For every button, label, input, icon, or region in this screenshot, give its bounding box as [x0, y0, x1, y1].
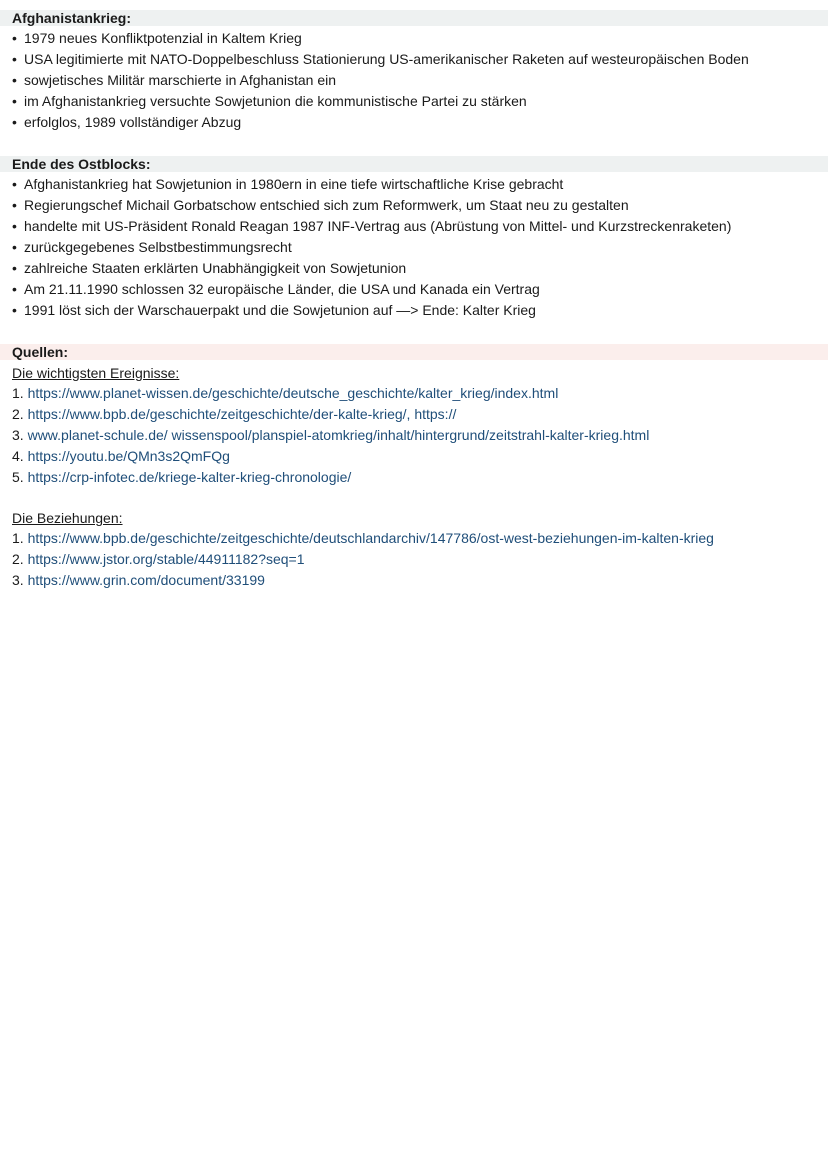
bullet-icon: • — [12, 260, 17, 276]
ostblock-list — [12, 174, 822, 321]
source-link[interactable]: https://www.grin.com/document/33199 — [27, 572, 265, 588]
afghanistankrieg-list — [12, 28, 822, 133]
relations-sources-list — [12, 528, 822, 591]
bullet-icon: • — [12, 176, 17, 192]
list-item: • Regierungschef Michail Gorbatschow entschied sich zum Reformwerk, um Staat neu zu gestalten — [12, 195, 822, 216]
events-sources-list — [12, 383, 822, 488]
list-item: • sowjetisches Militär marschierte in Afghanistan ein — [12, 70, 822, 91]
source-item: 3. https://www.grin.com/document/33199 — [12, 572, 265, 588]
list-item: • Am 21.11.1990 schlossen 32 europäische Länder, die USA und Kanada ein Vertrag — [12, 279, 822, 300]
list-item: • USA legitimierte mit NATO-Doppelbeschluss Stationierung US-amerikanischer Raketen auf westeuropäischen Boden — [12, 49, 822, 70]
bullet-icon: • — [12, 281, 17, 297]
relations-sources-label: Die Beziehungen: — [12, 510, 123, 526]
list-item: • 1979 neues Konfliktpotenzial in Kaltem Krieg — [12, 28, 822, 49]
list-item: • handelte mit US-Präsident Ronald Reagan 1987 INF-Vertrag aus (Abrüstung von Mittel- und Kurzstreckenraketen) — [12, 216, 822, 237]
bullet-icon: • — [12, 93, 17, 109]
source-link[interactable]: www.planet-schule.de/ wissenspool/planspiel-atomkrieg/inhalt/hintergrund/zeitstrahl-kalter-krieg.html — [27, 427, 650, 443]
source-link[interactable]: https://www.bpb.de/geschichte/zeitgeschichte/deutschlandarchiv/147786/ost-west-beziehungen-im-kalten-krieg — [27, 530, 714, 546]
list-item: • 1991 löst sich der Warschauerpakt und die Sowjetunion auf —> Ende: Kalter Krieg — [12, 300, 822, 321]
source-item: 1. https://www.bpb.de/geschichte/zeitgeschichte/deutschlandarchiv/147786/ost-west-beziehungen-im-kalten-krieg — [12, 530, 714, 546]
bullet-icon: • — [12, 114, 17, 130]
source-item: 4. https://youtu.be/QMn3s2QmFQg — [12, 448, 230, 464]
source-item: 3. www.planet-schule.de/ wissenspool/planspiel-atomkrieg/inhalt/hintergrund/zeitstrahl-kalter-krieg.html — [12, 427, 650, 443]
source-item: 1. https://www.planet-wissen.de/geschichte/deutsche_geschichte/kalter_krieg/index.html — [12, 385, 559, 401]
list-item: • im Afghanistankrieg versuchte Sowjetunion die kommunistische Partei zu stärken — [12, 91, 822, 112]
source-link[interactable]: https://www.jstor.org/stable/44911182?seq=1 — [27, 551, 305, 567]
source-item: 2. https://www.bpb.de/geschichte/zeitgeschichte/der-kalte-krieg/, https:// — [12, 406, 457, 422]
list-item: • zahlreiche Staaten erklärten Unabhängigkeit von Sowjetunion — [12, 258, 822, 279]
bullet-icon: • — [12, 239, 17, 255]
heading-quellen: Quellen: — [0, 344, 828, 360]
bullet-icon: • — [12, 51, 17, 67]
source-item: 2. https://www.jstor.org/stable/44911182?seq=1 — [12, 551, 305, 567]
source-link[interactable]: https://youtu.be/QMn3s2QmFQg — [27, 448, 230, 464]
source-link[interactable]: https://www.bpb.de/geschichte/zeitgeschichte/der-kalte-krieg/, https:// — [27, 406, 457, 422]
list-item: • zurückgegebenes Selbstbestimmungsrecht — [12, 237, 822, 258]
bullet-icon: • — [12, 72, 17, 88]
events-sources-label: Die wichtigsten Ereignisse: — [12, 365, 180, 381]
source-link[interactable]: https://www.planet-wissen.de/geschichte/deutsche_geschichte/kalter_krieg/index.html — [27, 385, 559, 401]
source-item: 5. https://crp-infotec.de/kriege-kalter-krieg-chronologie/ — [12, 469, 352, 485]
source-link[interactable]: https://crp-infotec.de/kriege-kalter-krieg-chronologie/ — [27, 469, 352, 485]
list-item: • erfolglos, 1989 vollständiger Abzug — [12, 112, 822, 133]
list-item: • Afghanistankrieg hat Sowjetunion in 1980ern in eine tiefe wirtschaftliche Krise gebracht — [12, 174, 822, 195]
bullet-icon: • — [12, 302, 17, 318]
bullet-icon: • — [12, 197, 17, 213]
bullet-icon: • — [12, 218, 17, 234]
heading-ende-des-ostblocks: Ende des Ostblocks: — [0, 156, 828, 172]
heading-afghanistankrieg: Afghanistankrieg: — [0, 10, 828, 26]
bullet-icon: • — [12, 30, 17, 46]
